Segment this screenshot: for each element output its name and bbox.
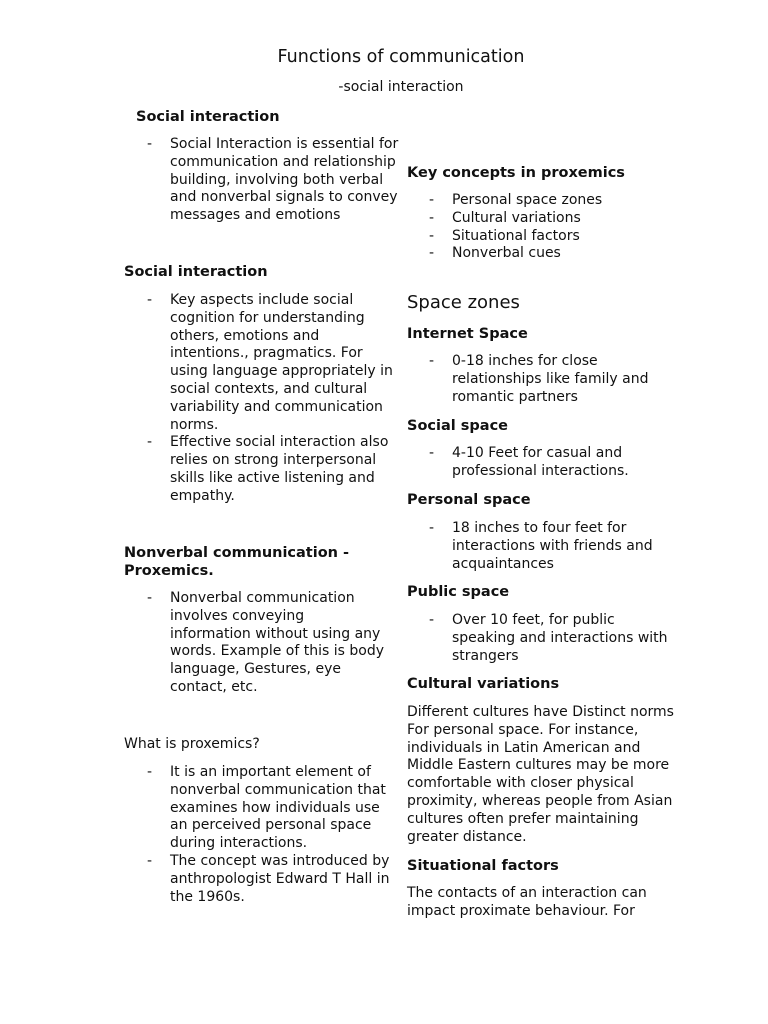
document-subtitle: -social interaction: [338, 79, 464, 95]
situational-factors-paragraph: The contacts of an interaction can impact proximate behaviour. For: [407, 885, 647, 919]
section-heading-cultural-variations: Cultural variations: [407, 676, 560, 692]
list-item: - The concept was introduced by anthropologist Edward T Hall in the 1960s.: [125, 853, 400, 906]
section-heading-key-concepts: Key concepts in proxemics: [407, 165, 625, 181]
space-zones-heading: Space zones: [407, 292, 520, 313]
personal-space-list: [407, 520, 677, 573]
list-item: - Situational factors: [407, 228, 677, 246]
list-item: - 4-10 Feet for casual and professional interactions.: [407, 445, 677, 481]
social-interaction-list-2: [125, 292, 400, 506]
section-heading-social-interaction-1: Social interaction: [136, 109, 280, 125]
list-item: - It is an important element of nonverbal communication that examines how individuals use an perceived personal space during interactions.: [125, 764, 400, 853]
list-item: - Nonverbal cues: [407, 245, 677, 263]
section-heading-social-interaction-2: Social interaction: [124, 264, 268, 280]
social-space-list: [407, 445, 677, 481]
list-item: - Social Interaction is essential for communication and relationship building, involving both verbal and nonverbal signals to convey messages and emotions: [125, 136, 400, 225]
document-title: Functions of communication: [277, 47, 525, 67]
list-item: - Key aspects include social cognition for understanding others, emotions and intentions., pragmatics. For using language appropriately in social contexts, and cultural variability and communication norms.: [125, 292, 400, 434]
key-concepts-list: [407, 192, 677, 263]
list-item: - Nonverbal communication involves conveying information without using any words. Example of this is body language, Gestures, eye contact, etc.: [125, 590, 385, 697]
list-item: - Cultural variations: [407, 210, 677, 228]
list-item: - 18 inches to four feet for interactions with friends and acquaintances: [407, 520, 677, 573]
section-heading-personal-space: Personal space: [407, 492, 531, 508]
section-heading-internet-space: Internet Space: [407, 326, 528, 342]
social-interaction-list-1: [125, 136, 400, 225]
list-item: - Effective social interaction also relies on strong interpersonal skills like active listening and empathy.: [125, 434, 400, 505]
list-item: - Personal space zones: [407, 192, 677, 210]
section-heading-social-space: Social space: [407, 418, 508, 434]
internet-space-list: [407, 353, 677, 406]
section-heading-public-space: Public space: [407, 584, 510, 600]
nonverbal-list: [125, 590, 385, 697]
section-heading-nonverbal-proxemics: Nonverbal communication - Proxemics.: [124, 545, 350, 579]
proxemics-list: [125, 764, 400, 906]
list-item: - Over 10 feet, for public speaking and interactions with strangers: [407, 612, 677, 665]
cultural-variations-paragraph: Different cultures have Distinct norms For personal space. For instance, individuals in Latin American and Middle Eastern cultures may be more comfortable with closer physical proximity, whereas people from Asian cultures often prefer maintaining greater distance.: [407, 704, 674, 845]
list-item: - 0-18 inches for close relationships like family and romantic partners: [407, 353, 677, 406]
what-is-proxemics-heading: What is proxemics?: [124, 736, 260, 752]
section-heading-situational-factors: Situational factors: [407, 858, 559, 874]
public-space-list: [407, 612, 677, 665]
